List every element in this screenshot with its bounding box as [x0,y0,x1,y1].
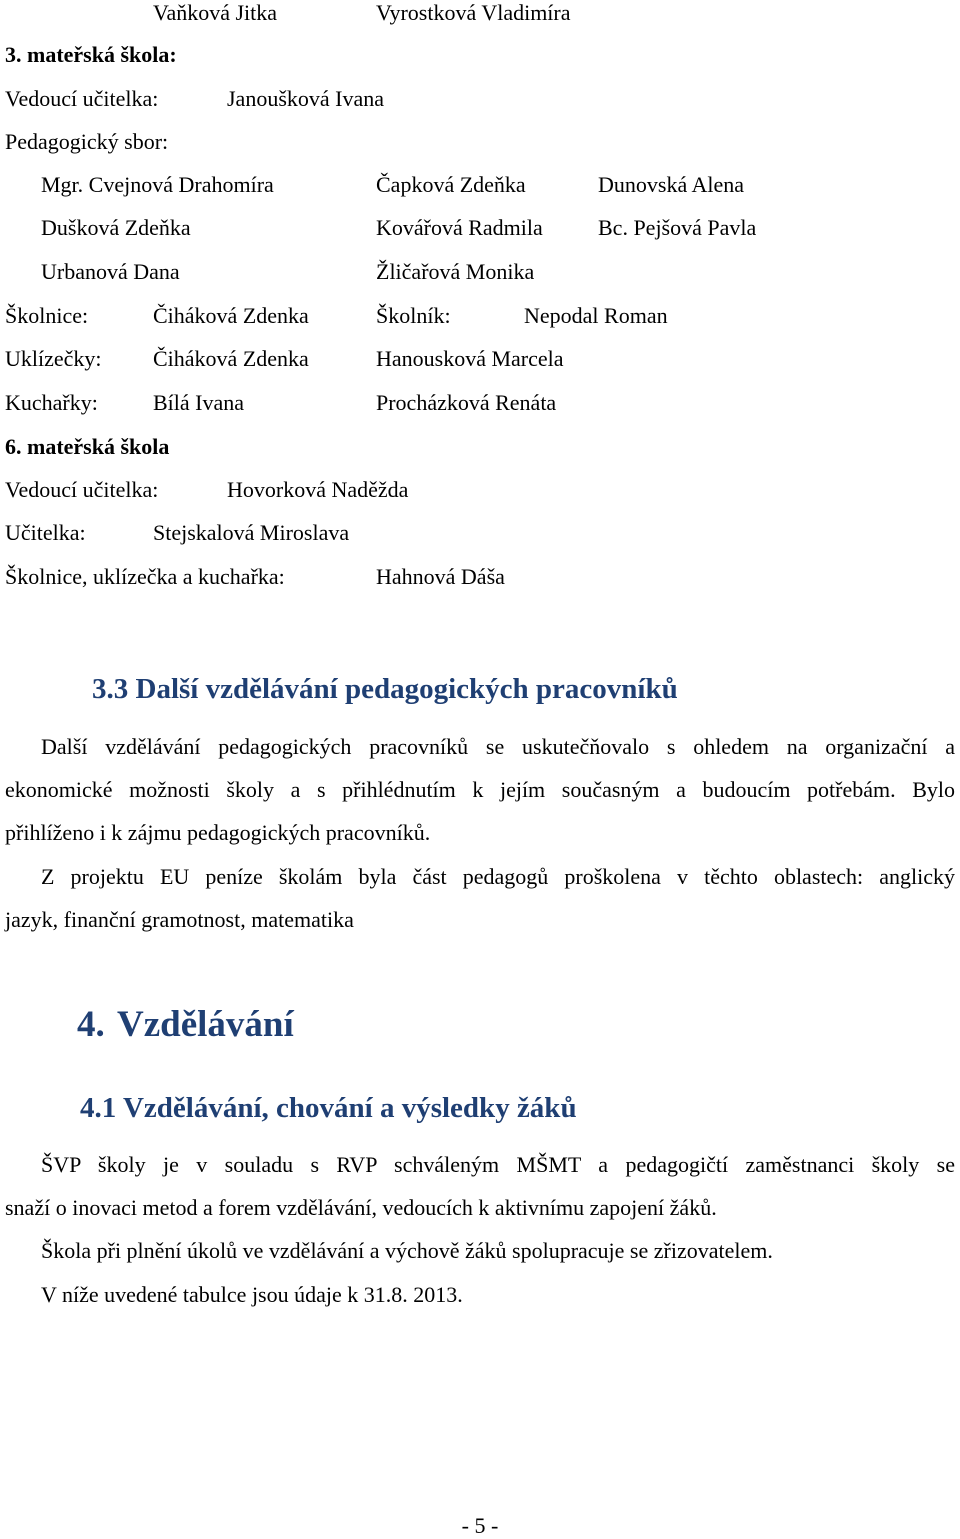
staff-name: Dunovská Alena [598,172,745,197]
staff-name: Vyrostková Vladimíra [376,0,571,25]
staff-name: Mgr. Cvejnová Drahomíra [41,172,274,197]
staff-name: Urbanová Dana [41,259,180,284]
paragraph-line: Z projektu EU peníze školám byla část pedagogů proškolena v těchto oblastech: anglický [41,864,955,889]
head-teacher-label: Vedoucí učitelka: [5,86,159,111]
paragraph-line: Další vzdělávání pedagogických pracovníků se uskutečňovalo s ohledem na organizační a [41,734,955,759]
staff-name: Čapková Zdeňka [376,172,526,197]
paragraph-line: snaží o inovaci metod a forem vzdělávání, vedoucích k aktivnímu zapojení žáků. [5,1195,717,1220]
cleaners-label: Uklízečky: [5,346,102,371]
cleaner-name: Čiháková Zdenka [153,346,309,371]
staff-name: Kovářová Radmila [376,215,543,240]
janitress-name: Čiháková Zdenka [153,303,309,328]
paragraph-line: V níže uvedené tabulce jsou údaje k 31.8. 2013. [41,1282,463,1307]
head-teacher-name: Hovorková Naděžda [227,477,409,502]
cleaner-name: Hanousková Marcela [376,346,564,371]
head-teacher-label: Vedoucí učitelka: [5,477,159,502]
page-number: - 5 - [461,1513,499,1538]
staff-label: Pedagogický sbor: [5,129,169,154]
combined-role-label: Školnice, uklízečka a kuchařka: [5,564,285,589]
staff-name: Vaňková Jitka [153,0,278,25]
teacher-name: Stejskalová Miroslava [153,520,350,545]
cook-name: Bílá Ivana [153,390,245,415]
section-heading: 4.1 Vzdělávání, chování a výsledky žáků [80,1092,577,1124]
chapter-number: 4. [77,1004,105,1045]
cook-name: Procházková Renáta [376,390,557,415]
school3-heading: 3. mateřská škola: [5,42,177,67]
school6-heading: 6. mateřská škola [5,434,170,459]
chapter-title: Vzdělávání [117,1004,294,1045]
section-heading: 3.3 Další vzdělávání pedagogických pracovníků [92,673,678,705]
head-teacher-name: Janoušková Ivana [227,86,385,111]
cooks-label: Kuchařky: [5,390,98,415]
staff-name: Bc. Pejšová Pavla [598,215,757,240]
paragraph-line: Škola při plnění úkolů ve vzdělávání a výchově žáků spolupracuje se zřizovatelem. [41,1238,773,1263]
staff-name: Žličařová Monika [376,259,535,284]
janitress-label: Školnice: [5,303,89,328]
staff-name: Dušková Zdeňka [41,215,191,240]
combined-role-name: Hahnová Dáša [376,564,505,589]
paragraph-line: přihlíženo i k zájmu pedagogických pracovníků. [5,820,431,845]
paragraph-line: ŠVP školy je v souladu s RVP schváleným MŠMT a pedagogičtí zaměstnanci školy se [41,1152,955,1177]
janitor-name: Nepodal Roman [524,303,668,328]
paragraph-line: jazyk, finanční gramotnost, matematika [5,907,354,932]
janitor-label: Školník: [376,303,451,328]
paragraph-line: ekonomické možnosti školy a s přihlédnutím k jejím současným a budoucím potřebám. Bylo [5,777,955,802]
teacher-label: Učitelka: [5,520,86,545]
